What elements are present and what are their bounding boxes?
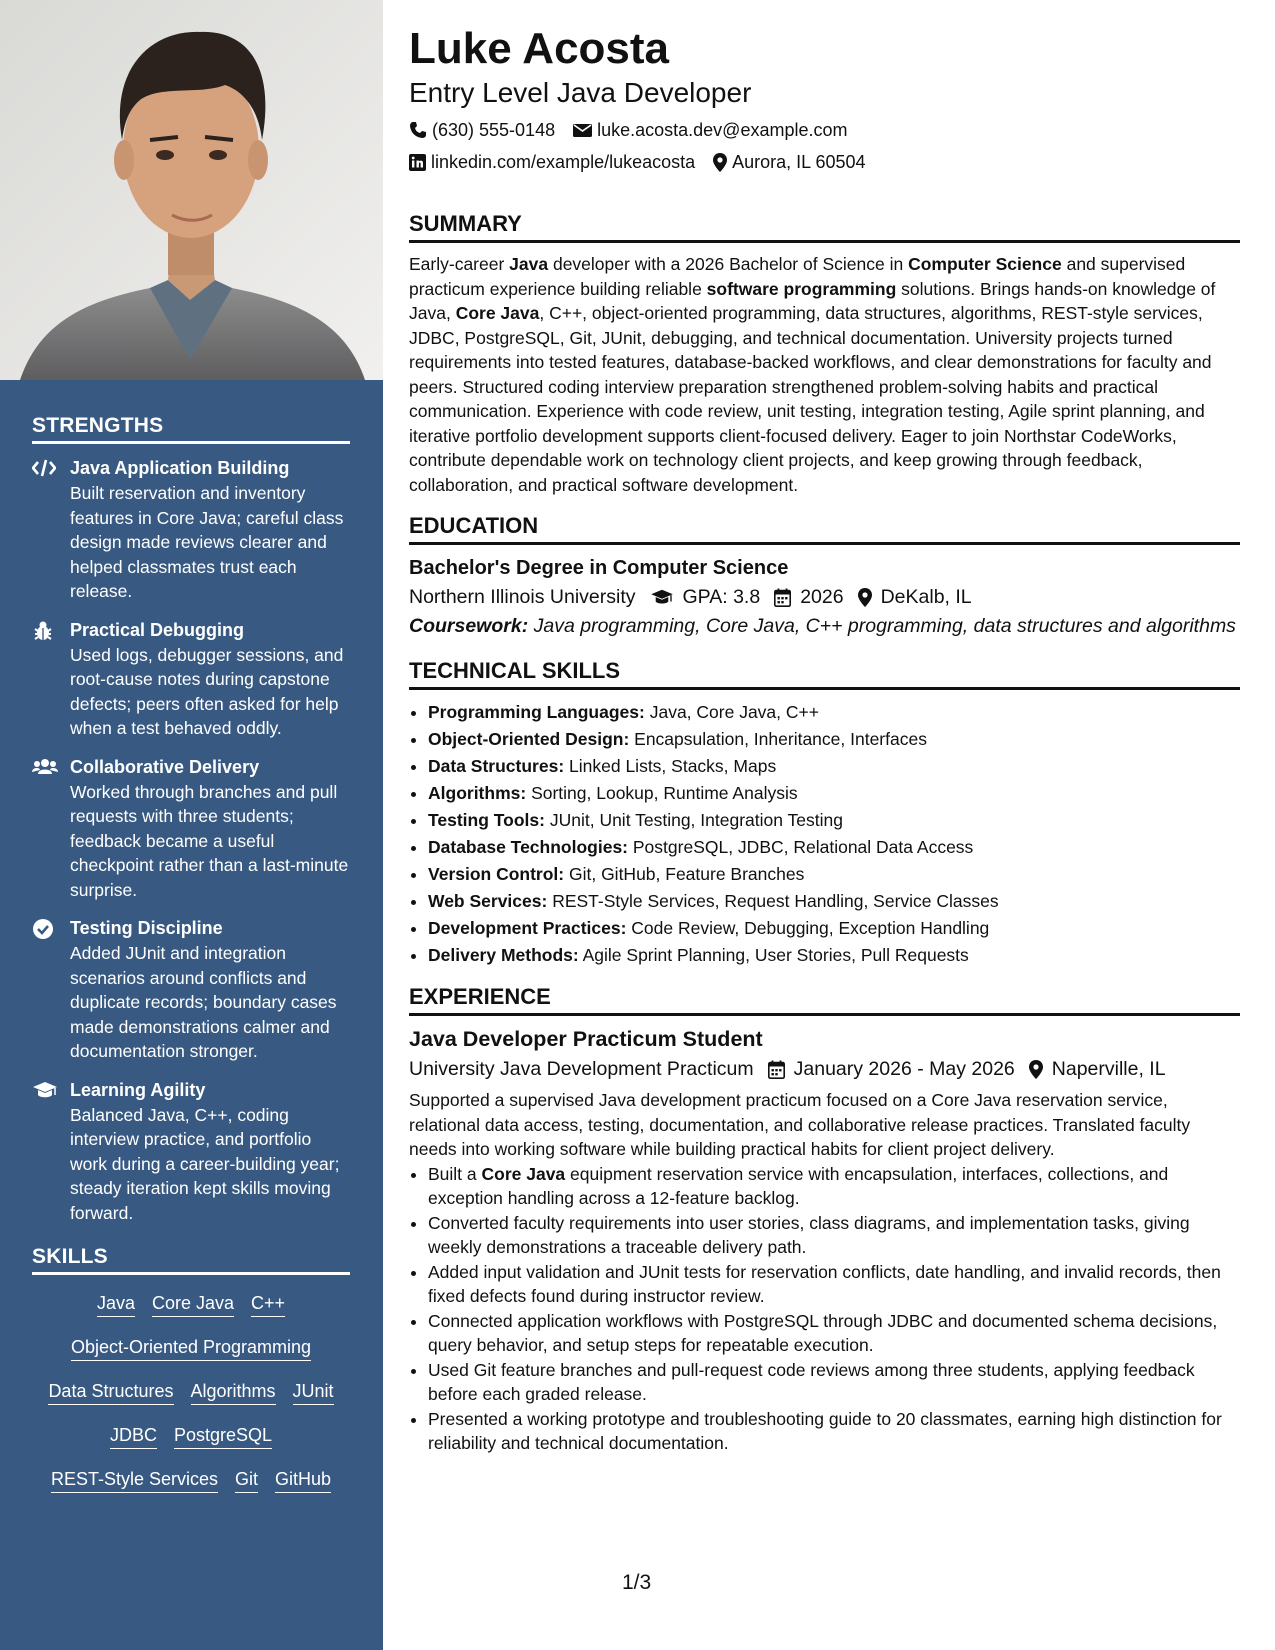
experience-bullet (428, 1211, 1240, 1260)
strength-item (32, 916, 350, 1064)
strength-title: Java Application Building (70, 458, 290, 478)
technical-skills-heading: TECHNICAL SKILLS (409, 658, 1240, 690)
organization-text: University Java Development Practicum (409, 1058, 754, 1080)
technical-skill-item (428, 726, 1240, 753)
bug-icon (32, 618, 70, 741)
text-segment: , C++, object-oriented programming, data structures, algorithms, REST-style services, JDBC, PostgreSQL, Git, JUnit, debugging, and technical documentation. University projects turned requirements into tested features, database-backed workflows, and clear demonstrations for faculty and peers. Structured coding interview preparation strengthened problem-solving habits and practical communication. Experience with code review, unit testing, integration testing, Agile sprint planning, and iterative portfolio development supports client-focused delivery. Eager to join Northstar CodeWorks, contribute dependable work on technology client projects, and keep growing through feedback, collaboration, and practical software development. (409, 303, 1212, 495)
calendar-icon (768, 1060, 785, 1079)
code-icon (32, 456, 70, 604)
graduation-year (774, 582, 843, 612)
profile-photo (0, 0, 383, 380)
job-location-text: Naperville, IL (1051, 1058, 1166, 1080)
school-name (409, 582, 636, 612)
skill-tag: JDBC (110, 1423, 157, 1449)
education-meta (409, 582, 1240, 612)
strengths-heading: STRENGTHS (32, 414, 350, 444)
skill-category: Data Structures: (428, 756, 565, 776)
skill-values: Git, GitHub, Feature Branches (564, 864, 805, 884)
strength-text: Worked through branches and pull requests with three students; feedback became a useful checkpoint rather than a last-minute surprise. (70, 781, 349, 900)
skill-category: Programming Languages: (428, 702, 645, 722)
bold-text: software programming (706, 278, 897, 299)
location-text: Aurora, IL 60504 (732, 152, 866, 172)
linkedin-icon (409, 154, 426, 171)
sidebar (0, 0, 383, 1650)
job-meta (409, 1054, 1240, 1084)
experience-bullet (428, 1260, 1240, 1309)
candidate-name: Luke Acosta (409, 24, 670, 73)
linkedin-contact[interactable] (409, 146, 695, 178)
text-segment: Converted faculty requirements into user stories, class diagrams, and implementation tasks, giving weekly demonstrations a traceable delivery path. (428, 1212, 1190, 1257)
skill-values: Sorting, Lookup, Runtime Analysis (526, 783, 798, 803)
technical-skills-section (409, 658, 1240, 969)
summary-section (409, 211, 1240, 497)
experience-bullet (428, 1309, 1240, 1358)
phone-contact[interactable] (409, 114, 555, 146)
school-location-text: DeKalb, IL (880, 586, 972, 608)
strength-title: Practical Debugging (70, 619, 245, 640)
text-segment: equipment reservation service with encapsulation, interfaces, collections, and exception handling across a 12-feature backlog. (428, 1163, 1169, 1208)
skill-tag: Data Structures (48, 1379, 173, 1405)
graduation-cap-icon (650, 588, 674, 606)
strength-title: Collaborative Delivery (70, 756, 260, 777)
skills-tags (32, 1287, 350, 1493)
sidebar-content (32, 414, 350, 1511)
linkedin-text: linkedin.com/example/lukeacosta (431, 152, 696, 172)
strength-title: Learning Agility (70, 1079, 206, 1100)
skill-category: Testing Tools: (428, 810, 545, 830)
skill-category: Algorithms: (428, 783, 527, 803)
strength-text: Used logs, debugger sessions, and root-cause notes during capstone defects; peers often asked for help when a test behaved oddly. (70, 644, 344, 738)
text-segment: Early-career (409, 254, 510, 274)
email-contact[interactable] (573, 114, 847, 146)
job-headline: Entry Level Java Developer (409, 77, 752, 108)
text-segment: Presented a working prototype and troubleshooting guide to 20 classmates, earning high distinction for reliability and technical documentation. (428, 1408, 1222, 1453)
summary-text (409, 252, 1240, 497)
strength-item (32, 618, 350, 741)
degree-title: Bachelor's Degree in Computer Science (409, 557, 789, 579)
skill-values: JUnit, Unit Testing, Integration Testing (544, 810, 843, 830)
skill-tag: GitHub (275, 1467, 331, 1493)
text-segment: and supervised practicum experience building reliable (409, 254, 1186, 299)
job-description: Supported a supervised Java development practicum focused on a Core Java reservation service, relational data access, testing, documentation, and collaborative release practices. Translated faculty needs into working software while building practical habits for client project delivery. (409, 1090, 1191, 1159)
strength-text: Added JUnit and integration scenarios around conflicts and duplicate records; boundary cases made demonstrations calmer and documentation stronger. (70, 943, 337, 1061)
strength-text: Balanced Java, C++, coding interview practice, and portfolio work during a career-building year; steady iteration kept skills moving forward. (70, 1104, 340, 1223)
coursework (409, 614, 1240, 639)
text-segment: Added input validation and JUnit tests for reservation conflicts, date handling, and invalid records, then fixed defects found during instructor review. (428, 1261, 1221, 1306)
bold-text: Core Java (481, 1163, 566, 1184)
gpa-text: GPA: 3.8 (682, 586, 761, 608)
experience-bullet (428, 1407, 1240, 1456)
technical-skill-item (428, 780, 1240, 807)
coursework-label: Coursework: (409, 615, 529, 637)
skill-category: Delivery Methods: (428, 945, 579, 965)
text-segment: Used Git feature branches and pull-request code reviews among three students, applying feedback before each graded release. (428, 1359, 1195, 1404)
skill-category: Version Control: (428, 864, 565, 884)
skills-heading: SKILLS (32, 1245, 350, 1275)
gpa (650, 582, 761, 612)
technical-skill-item (428, 915, 1240, 942)
users-icon (32, 755, 70, 903)
text-segment: solutions. Brings hands-on knowledge of Java, (409, 278, 1216, 323)
bold-text: Computer Science (908, 254, 1062, 274)
map-pin-icon (1029, 1060, 1043, 1079)
organization (409, 1054, 754, 1084)
text-segment: Built a (428, 1163, 482, 1184)
strength-item (32, 456, 350, 604)
technical-skill-item (428, 753, 1240, 780)
experience-heading: EXPERIENCE (409, 984, 1240, 1016)
technical-skill-item (428, 888, 1240, 915)
technical-skill-item (428, 699, 1240, 726)
map-pin-icon (713, 153, 727, 172)
technical-skills-list (409, 699, 1240, 969)
skill-tag: Core Java (152, 1291, 234, 1317)
graduation-cap-icon (32, 1078, 70, 1226)
calendar-icon (774, 588, 791, 607)
school-location (858, 582, 972, 612)
skill-tag: Java (97, 1291, 135, 1317)
envelope-icon (573, 123, 592, 138)
school-text: Northern Illinois University (409, 586, 636, 608)
skill-tag: Object-Oriented Programming (71, 1335, 311, 1361)
contact-row (409, 114, 1240, 146)
experience-bullet (428, 1358, 1240, 1407)
skill-values: Java, Core Java, C++ (644, 702, 819, 722)
skill-tag: PostgreSQL (174, 1423, 272, 1449)
technical-skill-item (428, 942, 1240, 969)
strength-text: Built reservation and inventory features in Core Java; careful class design made reviews clearer and helped classmates trust each release. (70, 483, 344, 601)
experience-section (409, 984, 1240, 1456)
skill-tag: REST-Style Services (51, 1467, 218, 1493)
skill-values: Encapsulation, Inheritance, Interfaces (629, 729, 927, 749)
skill-category: Web Services: (428, 891, 548, 911)
skill-tag: Algorithms (191, 1379, 276, 1405)
education-section (409, 513, 1240, 639)
year-text: 2026 (800, 586, 844, 608)
skill-category: Development Practices: (428, 918, 627, 938)
skill-category: Database Technologies: (428, 837, 629, 857)
strength-title: Testing Discipline (70, 918, 223, 938)
skill-values: Linked Lists, Stacks, Maps (564, 756, 777, 776)
text-segment: Connected application workflows with PostgreSQL through JDBC and documented schema decisions, query behavior, and setup steps for repeatable execution. (428, 1310, 1218, 1355)
email-text: luke.acosta.dev@example.com (597, 120, 848, 140)
skill-values: PostgreSQL, JDBC, Relational Data Access (628, 837, 974, 857)
location-contact (713, 146, 865, 178)
experience-bullet (428, 1162, 1240, 1211)
coursework-text: Java programming, Core Java, C++ programming, data structures and algorithms (528, 615, 1236, 637)
job-dates-text: January 2026 - May 2026 (793, 1058, 1015, 1080)
technical-skill-item (428, 861, 1240, 888)
main-content (409, 22, 1240, 1456)
phone-icon (409, 121, 427, 139)
skill-tag: Git (235, 1467, 258, 1493)
skill-category: Object-Oriented Design: (428, 729, 630, 749)
job-location (1029, 1054, 1166, 1084)
page-number: 1/3 (622, 1571, 652, 1594)
contact-row (409, 146, 1240, 178)
bold-text: Java (509, 254, 549, 274)
map-pin-icon (858, 588, 872, 607)
technical-skill-item (428, 807, 1240, 834)
strengths-list (32, 456, 350, 1225)
skill-values: REST-Style Services, Request Handling, Service Classes (547, 891, 999, 911)
education-heading: EDUCATION (409, 513, 1240, 545)
strength-item (32, 755, 350, 903)
skill-values: Agile Sprint Planning, User Stories, Pull Requests (578, 945, 969, 965)
skill-values: Code Review, Debugging, Exception Handling (626, 918, 990, 938)
phone-text: (630) 555-0148 (432, 120, 556, 140)
job-title: Java Developer Practicum Student (409, 1027, 763, 1051)
text-segment: developer with a 2026 Bachelor of Science in (548, 254, 909, 274)
strength-item (32, 1078, 350, 1226)
skill-tag: JUnit (293, 1379, 334, 1405)
technical-skill-item (428, 834, 1240, 861)
job-dates (768, 1054, 1015, 1084)
experience-bullets (409, 1162, 1240, 1456)
skill-tag: C++ (251, 1291, 285, 1317)
summary-heading: SUMMARY (409, 211, 1240, 243)
check-circle-icon (32, 916, 70, 1064)
bold-text: Core Java (455, 303, 540, 323)
